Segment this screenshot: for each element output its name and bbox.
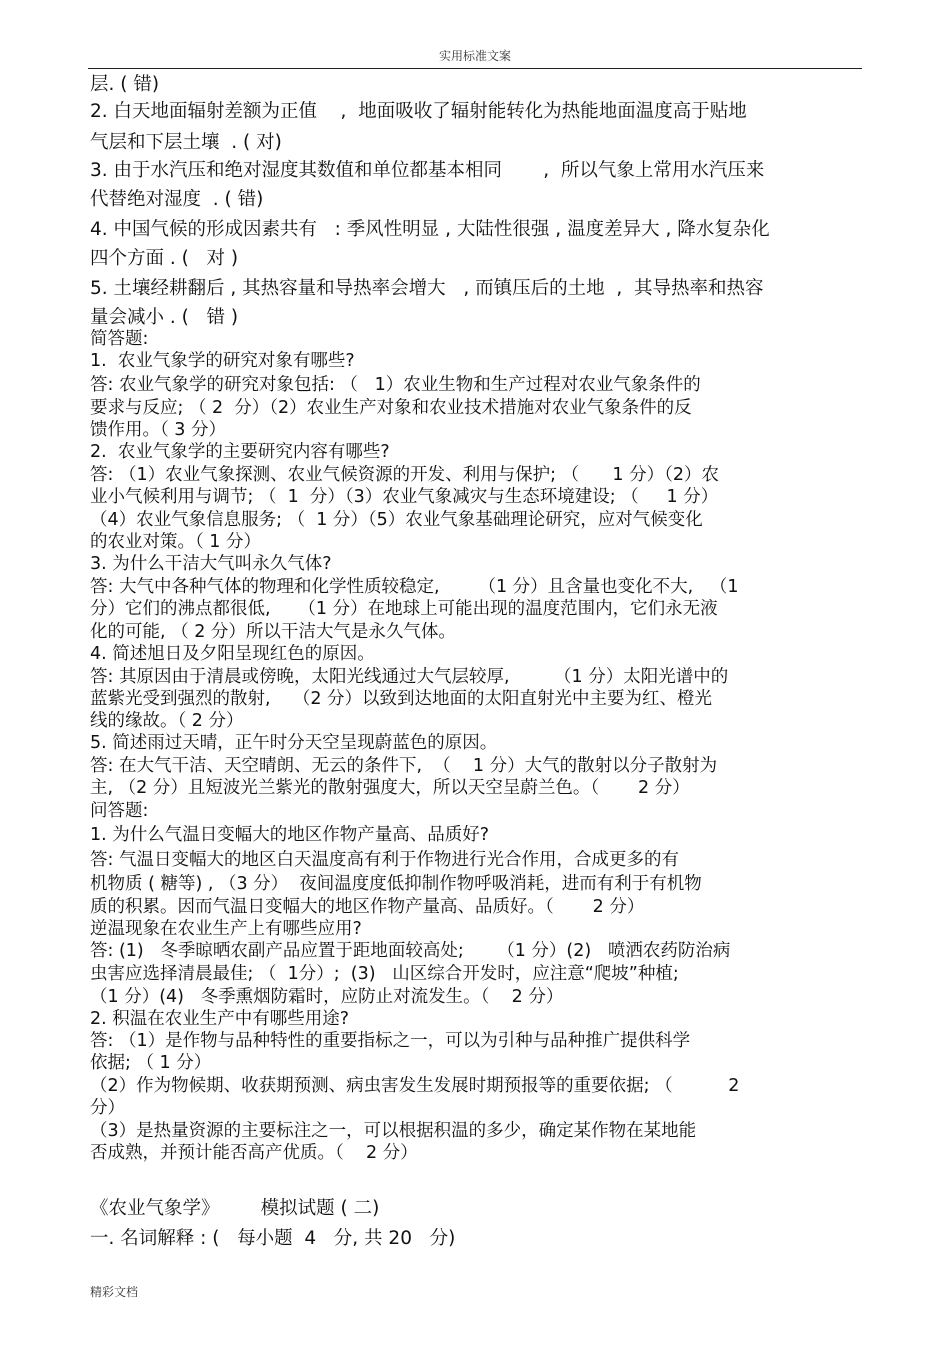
text-line: 化的可能, （ 2 分）所以干洁大气是永久气体。: [90, 622, 456, 642]
text-line: 机物质 ( 糖等) , （3 分） 夜间温度度低抑制作物呼吸消耗，进而有利于有机物: [90, 874, 702, 894]
text-line: 蓝紫光受到强烈的散射, （2 分）以致到达地面的太阳直射光中主要为红、橙光: [90, 689, 713, 709]
text-line: 逆温现象在农业生产上有哪些应用?: [90, 919, 362, 939]
text-line: 代替绝对湿度 . ( 错): [90, 189, 264, 210]
text-line: 四个方面 . ( 对 ): [90, 248, 239, 269]
text-line: 答: 其原因由于清晨或傍晚，太阳光线通过大气层较厚, （1 分）太阳光谱中的: [90, 667, 729, 687]
text-line: 业小气候利用与调节; （ 1 分）（3）农业气象减灾与生态环境建设; （ 1 分）: [90, 487, 719, 507]
text-line: 虫害应选择清晨最佳; （ 1分）; (3) 山区综合开发时，应注意“爬坡”种植;: [90, 964, 679, 984]
page-header: 实用标准文案: [438, 49, 511, 63]
text-line: 简答题:: [90, 329, 149, 349]
text-line: 气层和下层土壤 . ( 对): [90, 132, 282, 153]
text-line: 1. 农业气象学的研究对象有哪些?: [90, 351, 355, 371]
header-divider: [88, 68, 862, 69]
text-line: （3）是热量资源的主要标注之一，可以根据积温的多少，确定某作物在某地能: [90, 1121, 697, 1141]
text-line: 2. 积温在农业生产中有哪些用途?: [90, 1009, 350, 1029]
text-line: 4. 简述旭日及夕阳呈现红色的原因。: [90, 644, 375, 664]
text-line: 答: 在大气干洁、天空晴朗、无云的条件下, （ 1 分）大气的散射以分子散射为: [90, 756, 718, 776]
text-line: 1. 为什么气温日变幅大的地区作物产量高、品质好?: [90, 825, 490, 845]
text-line: 3. 由于水汽压和绝对湿度其数值和单位都基本相同 , 所以气象上常用水汽压来: [90, 160, 765, 181]
text-line: 主, （2 分）且短波光兰紫光的散射强度大，所以天空呈蔚兰色。（ 2 分）: [90, 778, 690, 798]
text-line: 要求与反应; （ 2 分）（2）农业生产对象和农业技术措施对农业气象条件的反: [90, 398, 692, 418]
text-line: 的农业对策。（ 1 分）: [90, 532, 262, 552]
text-line: 分）: [90, 1098, 125, 1118]
text-line: 答: 气温日变幅大的地区白天温度高有利于作物进行光合作用，合成更多的有: [90, 850, 679, 870]
text-line: 问答题:: [90, 801, 149, 821]
page-footer: 精彩文档: [90, 1285, 139, 1299]
text-line: （4）农业气象信息服务; （ 1 分）（5）农业气象基础理论研究，应对气候变化: [90, 510, 703, 530]
text-line: 答: （1）农业气象探测、农业气候资源的开发、利用与保护; （ 1 分）（2）农: [90, 465, 720, 485]
text-line: 《农业气象学》 模拟试题 ( 二): [90, 1198, 380, 1219]
text-line: 3. 为什么干洁大气叫永久气体?: [90, 554, 332, 574]
text-line: 2. 农业气象学的主要研究内容有哪些?: [90, 442, 390, 462]
text-line: 答: 大气中各种气体的物理和化学性质较稳定, （1 分）且含量也变化不大, （1: [90, 577, 739, 597]
text-line: 质的积累。因而气温日变幅大的地区作物产量高、品质好。（ 2 分）: [90, 897, 645, 917]
text-line: 2. 白天地面辐射差额为正值 , 地面吸收了辐射能转化为热能地面温度高于贴地: [90, 101, 747, 122]
text-line: 依据; （ 1 分）: [90, 1053, 212, 1073]
text-line: 答: （1）是作物与品种特性的重要指标之一，可以为引种与品种推广提供科学: [90, 1031, 691, 1051]
text-line: （2）作为物候期、收获期预测、病虫害发生发展时期预报等的重要依据; （ 2: [90, 1076, 740, 1096]
text-line: 5. 土壤经耕翻后 , 其热容量和导热率会增大 , 而镇压后的土地 , 其导热率和热容: [90, 278, 764, 299]
text-line: 4. 中国气候的形成因素共有 : 季风性明显 , 大陆性很强 , 温度差异大 , 降水复杂化: [90, 219, 770, 240]
text-line: （1 分）(4) 冬季熏烟防霜时，应防止对流发生。（ 2 分）: [90, 987, 564, 1007]
text-line: 否成熟，并预计能否高产优质。（ 2 分）: [90, 1143, 418, 1163]
text-line: 层. ( 错): [90, 74, 160, 95]
text-line: 答: 农业气象学的研究对象包括: （ 1）农业生物和生产过程对农业气象条件的: [90, 375, 701, 395]
text-line: 一. 名词解释 : ( 每小题 4 分, 共 20 分): [90, 1228, 456, 1249]
text-line: 馈作用。（ 3 分）: [90, 420, 227, 440]
text-line: 量会减小 . ( 错 ): [90, 307, 239, 328]
text-line: 答: (1) 冬季晾晒农副产品应置于距地面较高处; （1 分）(2) 喷洒农药防治病: [90, 941, 731, 961]
text-line: 分）它们的沸点都很低, （1 分）在地球上可能出现的温度范围内，它们永无液: [90, 599, 718, 619]
text-line: 5. 简述雨过天晴，正午时分天空呈现蔚蓝色的原因。: [90, 733, 498, 753]
text-line: 线的缘故。（ 2 分）: [90, 711, 244, 731]
